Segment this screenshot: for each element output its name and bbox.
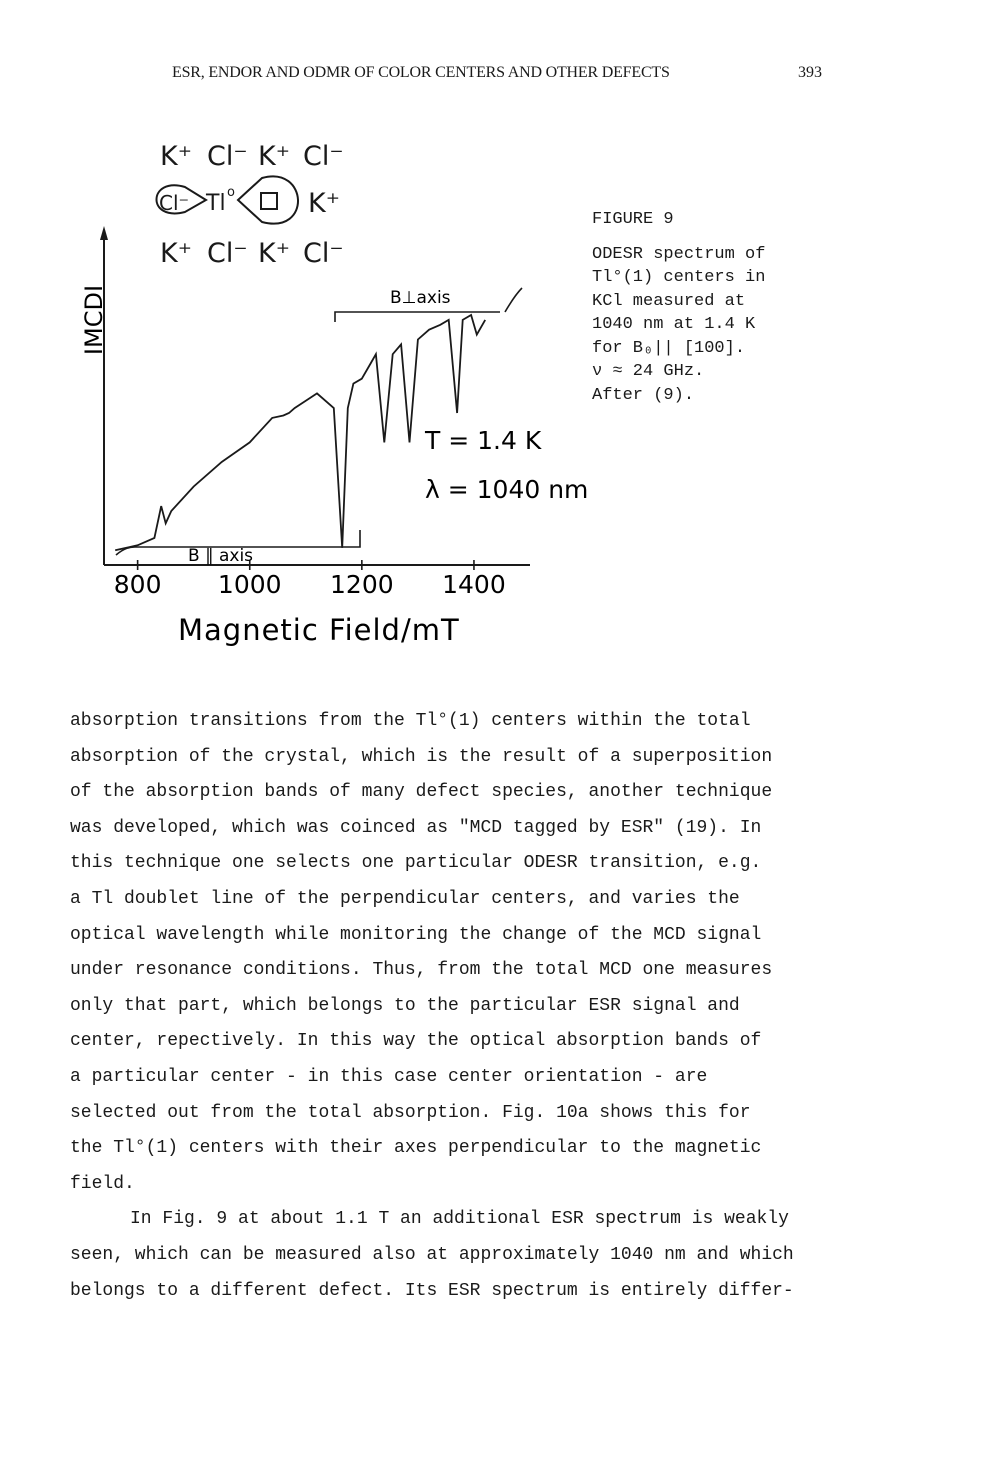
text-line: absorption transitions from the Tl°(1) centers within the total (70, 711, 751, 731)
text-line: under resonance conditions. Thus, from the total MCD one measures (70, 960, 773, 981)
running-title: ESR, ENDOR AND ODMR OF COLOR CENTERS AND OTHER DEFECTS (172, 64, 670, 81)
lattice-diagram (156, 141, 343, 269)
x-tick-label: 1000 (217, 570, 282, 599)
figure-caption (592, 208, 822, 407)
text-line: selected out from the total absorption. Fig. 10a shows this for (70, 1102, 751, 1123)
text-line: a Tl doublet line of the perpendicular centers, and varies the (70, 888, 740, 909)
lattice-ion: K⁺ (160, 141, 192, 172)
x-tick-labels (114, 570, 506, 599)
perp-bracket-tail (505, 288, 522, 312)
text-line: was developed, which was coinced as "MCD tagged by ESR" (19). In (70, 817, 762, 838)
lattice-ion: Cl⁻ (303, 141, 344, 172)
text-line: optical wavelength while monitoring the change of the MCD signal (70, 924, 762, 945)
x-tick-label: 1400 (442, 570, 506, 599)
vacancy-square (261, 193, 277, 209)
caption-line: KCl measured at (592, 291, 746, 311)
text-line: only that part, which belongs to the particular ESR signal and (70, 995, 740, 1016)
text-line: In Fig. 9 at about 1.1 T an additional ESR spectrum is weakly (130, 1209, 789, 1230)
text-line: field. (70, 1173, 135, 1194)
perp-bracket-label: B⊥axis (390, 288, 451, 308)
lattice-ion: Cl⁻ (159, 191, 190, 215)
figure-9 (0, 0, 1000, 690)
text-line: seen, which can be measured also at approximately 1040 nm and which (70, 1244, 794, 1265)
text-line: belongs to a different defect. Its ESR spectrum is entirely differ- (70, 1280, 794, 1301)
x-tick-label: 800 (113, 570, 162, 599)
right-lobe-orbital (238, 176, 298, 223)
temperature-annotation: T = 1.4 K (425, 426, 542, 455)
lattice-ion: Cl⁻ (303, 238, 344, 269)
paragraph (70, 704, 870, 1202)
lattice-ion: Cl⁻ (207, 141, 248, 172)
caption-line: ODESR spectrum of (592, 244, 766, 264)
caption-line: After (9). (592, 385, 695, 405)
page-number: 393 (798, 64, 822, 81)
text-line: of the absorption bands of many defect species, another technique (70, 782, 773, 803)
lattice-ion: K⁺ (258, 238, 290, 269)
text-line: center, repectively. In this way the optical absorption bands of (70, 1031, 762, 1052)
text-line: this technique one selects one particular ODESR transition, e.g. (70, 853, 762, 874)
lattice-ion: K⁺ (258, 141, 290, 172)
caption-line: for B₀|| [100]. (592, 338, 746, 358)
x-axis-label: Magnetic Field/mT (178, 613, 460, 647)
paragraph (70, 1202, 870, 1309)
caption-body (592, 243, 822, 408)
text-line: absorption of the crystal, which is the result of a superposition (70, 746, 773, 767)
thallium-sup: o (227, 185, 235, 200)
par-bracket (135, 530, 360, 547)
text-line: the Tl°(1) centers with their axes perpendicular to the magnetic (70, 1138, 762, 1159)
caption-line: ν ≈ 24 GHz. (592, 362, 705, 381)
perp-bracket (335, 312, 500, 322)
lattice-ion: K⁺ (308, 188, 340, 219)
lattice-ion: K⁺ (160, 238, 192, 269)
lattice-ion: Cl⁻ (207, 238, 248, 269)
wavelength-annotation: λ = 1040 nm (425, 475, 589, 504)
par-bracket-label: B ∥ axis (188, 546, 254, 566)
text-line: a particular center - in this case center orientation - are (70, 1066, 708, 1087)
y-axis-arrow (100, 226, 108, 240)
x-tick-label: 1200 (330, 570, 394, 599)
caption-line: 1040 nm at 1.4 K (592, 315, 756, 334)
thallium-label: Tl (206, 191, 226, 216)
caption-title: FIGURE 9 (592, 210, 674, 229)
y-axis-label: IMCDI (80, 284, 108, 356)
body-text (70, 704, 870, 1309)
caption-line: Tl°(1) centers in (592, 268, 766, 287)
